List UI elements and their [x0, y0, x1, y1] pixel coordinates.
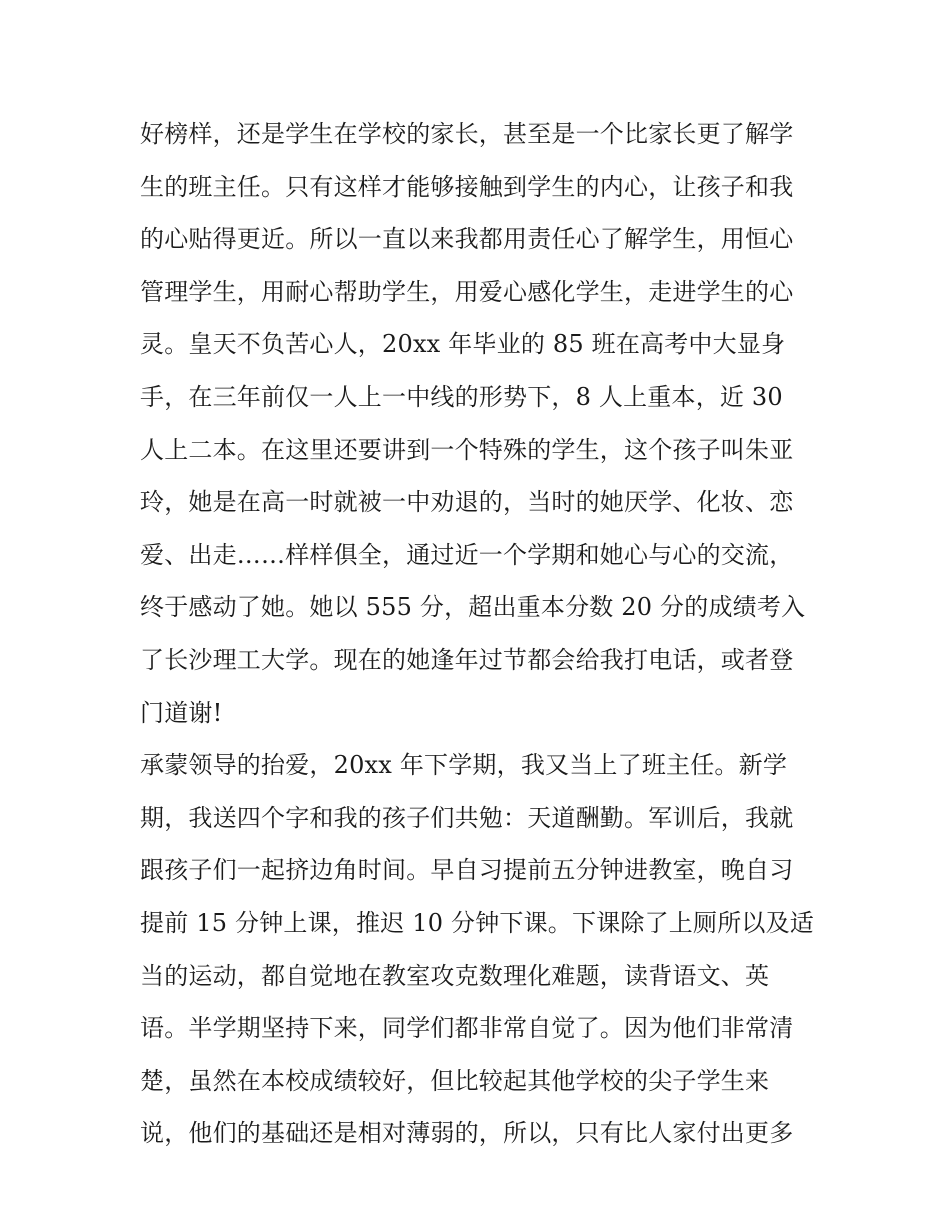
text-line: 手，在三年前仅一人上一中线的形势下，8 人上重本，近 30 — [140, 382, 783, 411]
text-line: 说，他们的基础还是相对薄弱的，所以，只有比人家付出更多 — [140, 1119, 794, 1148]
text-line: 语。半学期坚持下来，同学们都非常自觉了。因为他们非常清 — [140, 1014, 794, 1043]
text-line: 的心贴得更近。所以一直以来我都用责任心了解学生，用恒心 — [140, 225, 794, 254]
text-line: 管理学生，用耐心帮助学生，用爱心感化学生，走进学生的心 — [140, 277, 794, 306]
body-text — [140, 108, 820, 1160]
text-line: 生的班主任。只有这样才能够接触到学生的内心，让孩子和我 — [140, 172, 794, 201]
text-line: 提前 15 分钟上课，推迟 10 分钟下课。下课除了上厕所以及适 — [140, 908, 814, 937]
text-line: 爱、出走……样样俱全，通过近一个学期和她心与心的交流， — [140, 540, 794, 569]
text-line: 玲，她是在高一时就被一中劝退的，当时的她厌学、化妆、恋 — [140, 488, 794, 517]
text-line: 当的运动，都自觉地在教室攻克数理化难题，读背语文、英 — [140, 961, 770, 990]
text-line: 跟孩子们一起挤边角时间。早自习提前五分钟进教室，晚自习 — [140, 856, 794, 885]
text-line: 楚，虽然在本校成绩较好，但比较起其他学校的尖子学生来 — [140, 1066, 770, 1095]
text-line: 终于感动了她。她以 555 分，超出重本分数 20 分的成绩考入 — [140, 593, 806, 622]
text-line: 好榜样，还是学生在学校的家长，甚至是一个比家长更了解学 — [140, 120, 794, 148]
text-line: 人上二本。在这里还要讲到一个特殊的学生，这个孩子叫朱亚 — [140, 435, 794, 464]
text-line: 承蒙领导的抬爱，20xx 年下学期，我又当上了班主任。新学 — [140, 751, 788, 780]
text-line: 灵。皇天不负苦心人，20xx 年毕业的 85 班在高考中大显身 — [140, 330, 786, 359]
text-line: 门道谢! — [140, 698, 223, 727]
text-line: 了长沙理工大学。现在的她逢年过节都会给我打电话，或者登 — [140, 645, 794, 674]
text-line: 期，我送四个字和我的孩子们共勉：天道酬勤。军训后，我就 — [140, 803, 794, 832]
